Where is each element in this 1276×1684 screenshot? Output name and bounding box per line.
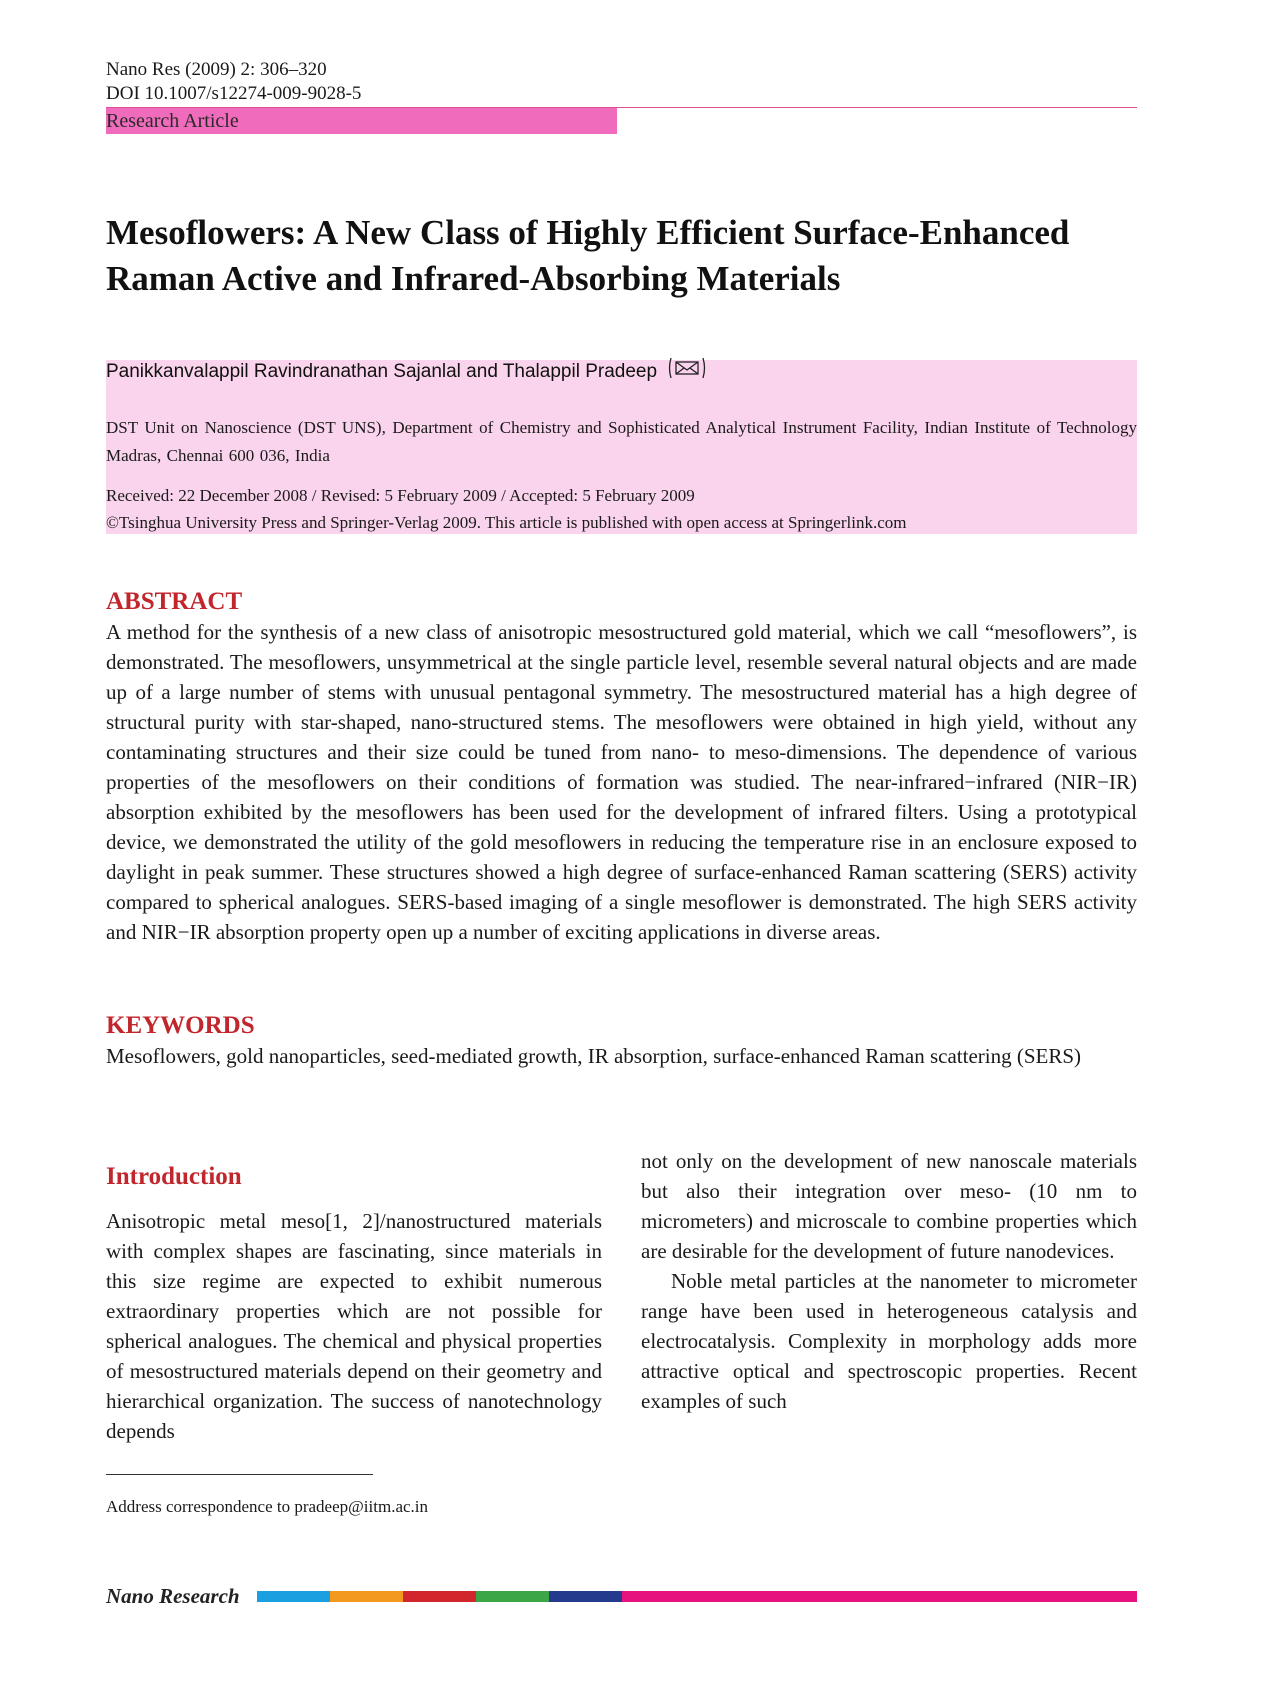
keywords-heading: KEYWORDS: [106, 1012, 255, 1039]
footnote-rule: [106, 1474, 373, 1475]
intro-paragraph-1: not only on the development of new nanoscale materials but also their integration over meso- (10 nm to micrometers) and microscale to combine properties which are desirable for the development of future nanodevices.: [641, 1149, 1137, 1263]
footer-color-segment: [476, 1591, 549, 1602]
authors: Panikkanvalappil Ravindranathan Sajanlal and Thalappil Pradeep: [106, 361, 658, 383]
footer-color-segment: [622, 1591, 1137, 1602]
affiliation: DST Unit on Nanoscience (DST UNS), Department of Chemistry and Sophisticated Analytical Instrument Facility, Indian Institute of Technology Madras, Chennai 600 036, India: [106, 418, 1137, 465]
introduction-heading: Introduction: [106, 1163, 242, 1190]
copyright: ©Tsinghua University Press and Springer-Verlag 2009. This article is published with open access at Springerlink.com: [106, 513, 907, 532]
doi: DOI 10.1007/s12274-009-9028-5: [106, 83, 362, 104]
author-line: [106, 357, 707, 387]
intro-paragraph-2: Noble metal particles at the nanometer to micrometer range have been used in heterogeneous catalysis and electrocatalysis. Complexity in morphology adds more attractive optical and spectroscopic properties. Recent examples of such: [641, 1269, 1137, 1413]
footer-color-segment: [549, 1591, 622, 1602]
article-title: Mesoflowers: A New Class of Highly Efficient Surface-Enhanced Raman Active and Infrared-Absorbing Materials: [106, 213, 1070, 298]
footer-color-segment: [403, 1591, 476, 1602]
received-dates: Received: 22 December 2008 / Revised: 5 February 2009 / Accepted: 5 February 2009: [106, 486, 695, 505]
journal-name: Nano Research: [106, 1584, 240, 1608]
keywords-text: Mesoflowers, gold nanoparticles, seed-mediated growth, IR absorption, surface-enhanced Raman scattering (SERS): [106, 1044, 1082, 1068]
intro-left-column: Anisotropic metal meso[1, 2]/nanostructured materials with complex shapes are fascinating, since materials in this size regime are expected to exhibit numerous extraordinary properties which are not possible for spherical analogues. The chemical and physical properties of mesostructured materials depend on their geometry and hierarchical organization. The success of nanotechnology depends: [106, 1209, 602, 1443]
intro-right-column: [641, 1146, 1137, 1416]
footer-color-segment: [330, 1591, 403, 1602]
citation: Nano Res (2009) 2: 306–320: [106, 59, 327, 80]
footer-color-segment: [257, 1591, 330, 1602]
correspondence-footnote: Address correspondence to pradeep@iitm.ac.in: [106, 1497, 429, 1516]
abstract-heading: ABSTRACT: [106, 588, 243, 615]
abstract-text: A method for the synthesis of a new class of anisotropic mesostructured gold material, which we call “mesoflowers”, is demonstrated. The mesoflowers, unsymmetrical at the single particle level, resemble several natural objects and are made up of a large number of stems with unusual pentagonal symmetry. The mesostructured material has a high degree of structural purity with star-shaped, nano-structured stems. The mesoflowers were obtained in high yield, without any contaminating structures and their size could be tuned from nano- to meso-dimensions. The dependence of various properties of the mesoflowers on their conditions of formation was studied. The near-infrared−infrared (NIR−IR) absorption exhibited by the mesoflowers has been used for the development of infrared filters. Using a prototypical device, we demonstrated the utility of the gold mesoflowers in reducing the temperature rise in an enclosure exposed to daylight in peak summer. These structures showed a high degree of surface-enhanced Raman scattering (SERS) activity compared to spherical analogues. SERS-based imaging of a single mesoflower is demonstrated. The high SERS activity and NIR−IR absorption property open up a number of exciting applications in diverse areas.: [106, 620, 1137, 944]
article-type-badge: Research Article: [106, 108, 617, 134]
envelope-icon[interactable]: [667, 357, 707, 387]
